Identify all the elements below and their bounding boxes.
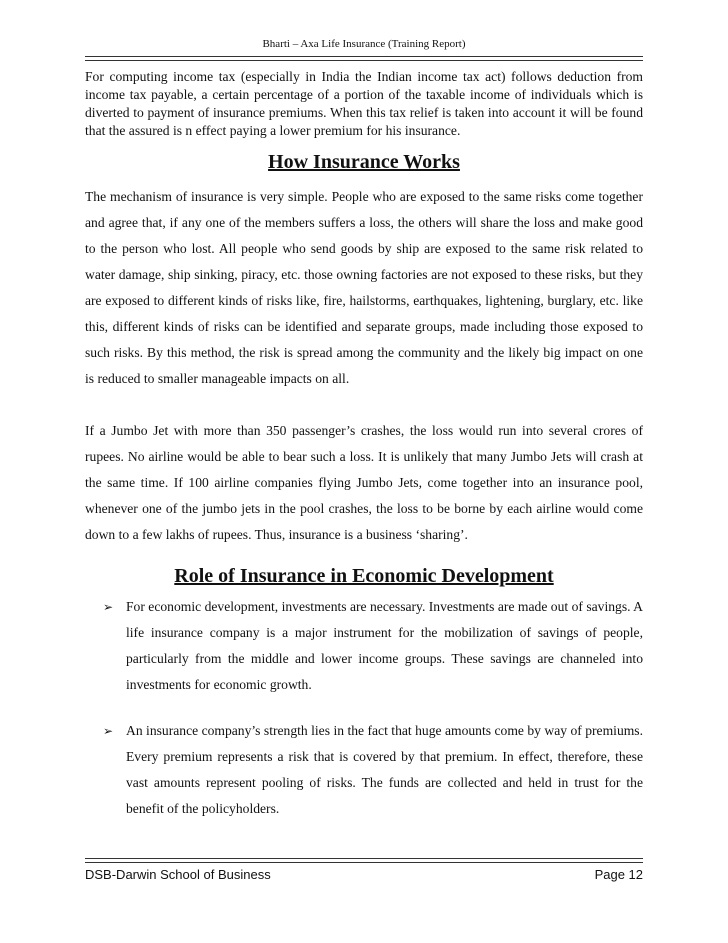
section-heading-role-of-insurance: Role of Insurance in Economic Development (174, 565, 554, 587)
arrowhead-bullet-icon: ➢ (103, 724, 114, 738)
header-rule (85, 56, 643, 61)
body-paragraph: If a Jumbo Jet with more than 350 passenger’s crashes, the loss would run into several crores of rupees. No airline would be able to bear such a loss. It is unlikely that many Jumbo Jets will crash at the same time. If 100 airline companies flying Jumbo Jets, come together into an insurance pool, whenever one of the jumbo jets in the pool crashes, the loss to be borne by each airline would come down to a few lakhs of rupees. Thus, insurance is a business ‘sharing’. (85, 423, 643, 542)
paragraph-gap (85, 392, 643, 418)
body-paragraph: The mechanism of insurance is very simple. People who are exposed to the same risks come together and agree that, if any one of the members suffers a loss, the others will share the loss and make good to the person who lost. All people who send goods by ship are exposed to the same risk related to water damage, ship sinking, piracy, etc. those owning factories are not exposed to these risks, but they are exposed to different kinds of risks like, fire, hailstorms, earthquakes, lightening, burglary, etc. like this, different kinds of risks can be identified and separate groups, made including those exposed to such risks. By this method, the risk is spread among the community and the likely big impact on one is reduced to smaller manageable impacts on all. (85, 189, 643, 386)
list-item (85, 594, 643, 698)
running-header (85, 37, 643, 51)
list-item-text: For economic development, investments are necessary. Investments are made out of savings. A life insurance company is a major instrument for the mobilization of savings of people, particularly from the middle and lower income groups. These savings are channeled into investments for economic growth. (126, 599, 643, 692)
footer-school-name: DSB-Darwin School of Business (85, 867, 271, 882)
page-content (85, 68, 643, 822)
arrowhead-bullet-icon: ➢ (103, 600, 114, 614)
page-number: Page 12 (594, 867, 643, 882)
header-title: Bharti – Axa Life Insurance (Training Report) (262, 38, 466, 50)
list-item (85, 718, 643, 822)
footer-rule (85, 858, 643, 863)
intro-paragraph: For computing income tax (especially in India the Indian income tax act) follows deduction from income tax payable, a certain percentage of a portion of the taxable income of individuals which is diverted to payment of insurance premiums. When this tax relief is taken into account it will be found that the assured is n effect paying a lower premium for his insurance. (85, 69, 643, 138)
bullet-list (85, 594, 643, 822)
section-heading-how-insurance-works: How Insurance Works (268, 151, 460, 173)
list-item-text: An insurance company’s strength lies in the fact that huge amounts come by way of premiums. Every premium represents a risk that is covered by that premium. In effect, therefore, these vast amounts represent pooling of risks. The funds are collected and held in trust for the benefit of the policyholders. (126, 723, 643, 816)
